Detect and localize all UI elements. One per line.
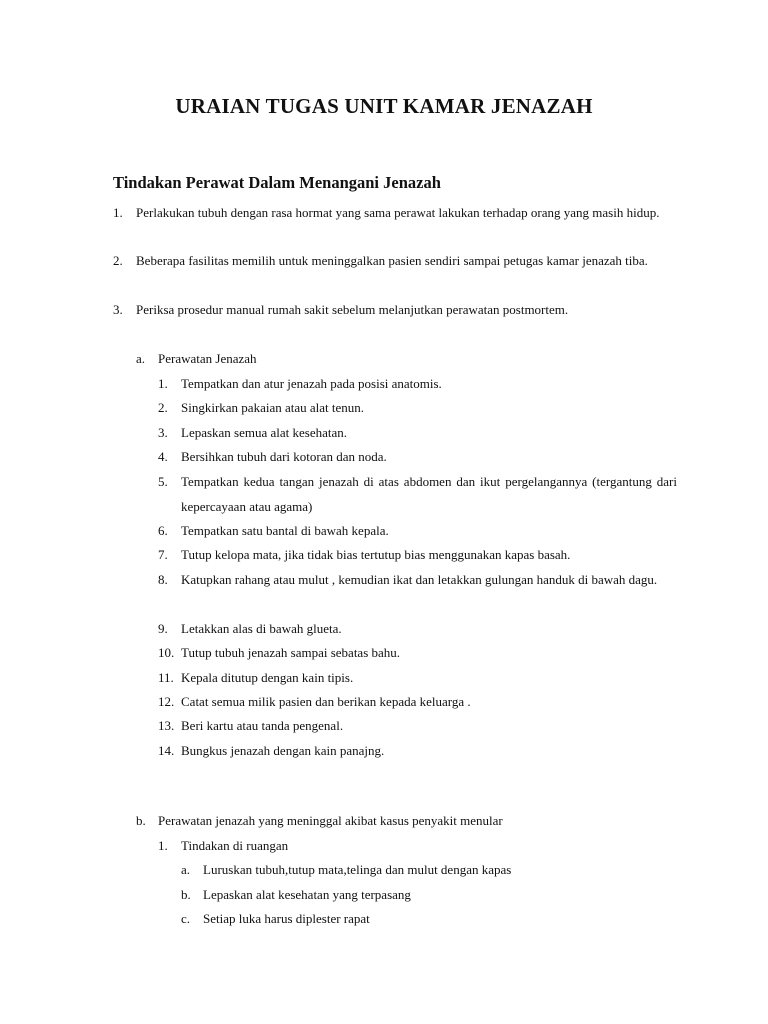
list-item-number: 6. — [158, 523, 168, 538]
list-item-number: 3. — [158, 425, 168, 440]
list-item: Katupkan rahang atau mulut , kemudian ikat dan letakkan gulungan handuk di bawah dagu. — [181, 572, 658, 587]
list-item: Lepaskan semua alat kesehatan. — [181, 425, 348, 440]
list-item: Kepala ditutup dengan kain tipis. — [181, 670, 354, 685]
subsection-title: Perawatan Jenazah — [158, 351, 257, 366]
list-item: Tutup tubuh jenazah sampai sebatas bahu. — [181, 645, 401, 660]
list-item: Bersihkan tubuh dari kotoran dan noda. — [181, 449, 387, 464]
step-title: Tindakan di ruangan — [181, 838, 289, 853]
list-item: Bungkus jenazah dengan kain panajng. — [181, 743, 385, 758]
list-item: Perlakukan tubuh dengan rasa hormat yang sama perawat lakukan terhadap orang yang masih hidup. — [136, 205, 660, 220]
list-item: Beri kartu atau tanda pengenal. — [181, 718, 344, 733]
list-item-number: 12. — [158, 694, 175, 709]
list-item-number: 14. — [158, 743, 175, 758]
list-item: Tempatkan satu bantal di bawah kepala. — [181, 523, 389, 538]
list-item: Lepaskan alat kesehatan yang terpasang — [203, 887, 411, 902]
list-item: Luruskan tubuh,tutup mata,telinga dan mulut dengan kapas — [203, 862, 512, 877]
list-item-number: 9. — [158, 621, 168, 636]
list-item-letter: b. — [181, 887, 191, 902]
list-item-letter: a. — [181, 862, 191, 877]
list-item-number: 1. — [158, 376, 168, 391]
subsection-label: a. — [136, 351, 146, 366]
list-item: Setiap luka harus diplester rapat — [203, 911, 370, 926]
list-item-number: 2. — [113, 253, 123, 268]
list-item-number: 3. — [113, 302, 123, 317]
page-title: URAIAN TUGAS UNIT KAMAR JENAZAH — [175, 94, 593, 118]
list-item-number: 10. — [158, 645, 175, 660]
list-item: Tempatkan kedua tangan jenazah di atas abdomen dan ikut pergelangannya (tergantung dari kepercayaan atau agama) — [181, 474, 677, 514]
list-item-number: 8. — [158, 572, 168, 587]
list-item-number: 11. — [158, 670, 174, 685]
list-item-number: 2. — [158, 400, 168, 415]
list-item: Singkirkan pakaian atau alat tenun. — [181, 400, 365, 415]
list-item: Beberapa fasilitas memilih untuk meninggalkan pasien sendiri sampai petugas kamar jenazah tiba. — [136, 253, 648, 268]
subsection-label: b. — [136, 813, 146, 828]
list-item-number: 4. — [158, 449, 168, 464]
section-title: Tindakan Perawat Dalam Menangani Jenazah — [113, 173, 441, 192]
list-item-number: 5. — [158, 474, 168, 489]
subsection-title: Perawatan jenazah yang meninggal akibat kasus penyakit menular — [158, 813, 503, 828]
list-item-number: 1. — [158, 838, 168, 853]
list-item: Periksa prosedur manual rumah sakit sebelum melanjutkan perawatan postmortem. — [136, 302, 569, 317]
list-item-number: 13. — [158, 718, 175, 733]
list-item-number: 7. — [158, 547, 168, 562]
list-item: Tempatkan dan atur jenazah pada posisi anatomis. — [181, 376, 442, 391]
list-item: Catat semua milik pasien dan berikan kepada keluarga . — [181, 694, 471, 709]
list-item-letter: c. — [181, 911, 191, 926]
list-item-number: 1. — [113, 205, 123, 220]
list-item: Tutup kelopa mata, jika tidak bias tertutup bias menggunakan kapas basah. — [181, 547, 571, 562]
list-item: Letakkan alas di bawah glueta. — [181, 621, 342, 636]
